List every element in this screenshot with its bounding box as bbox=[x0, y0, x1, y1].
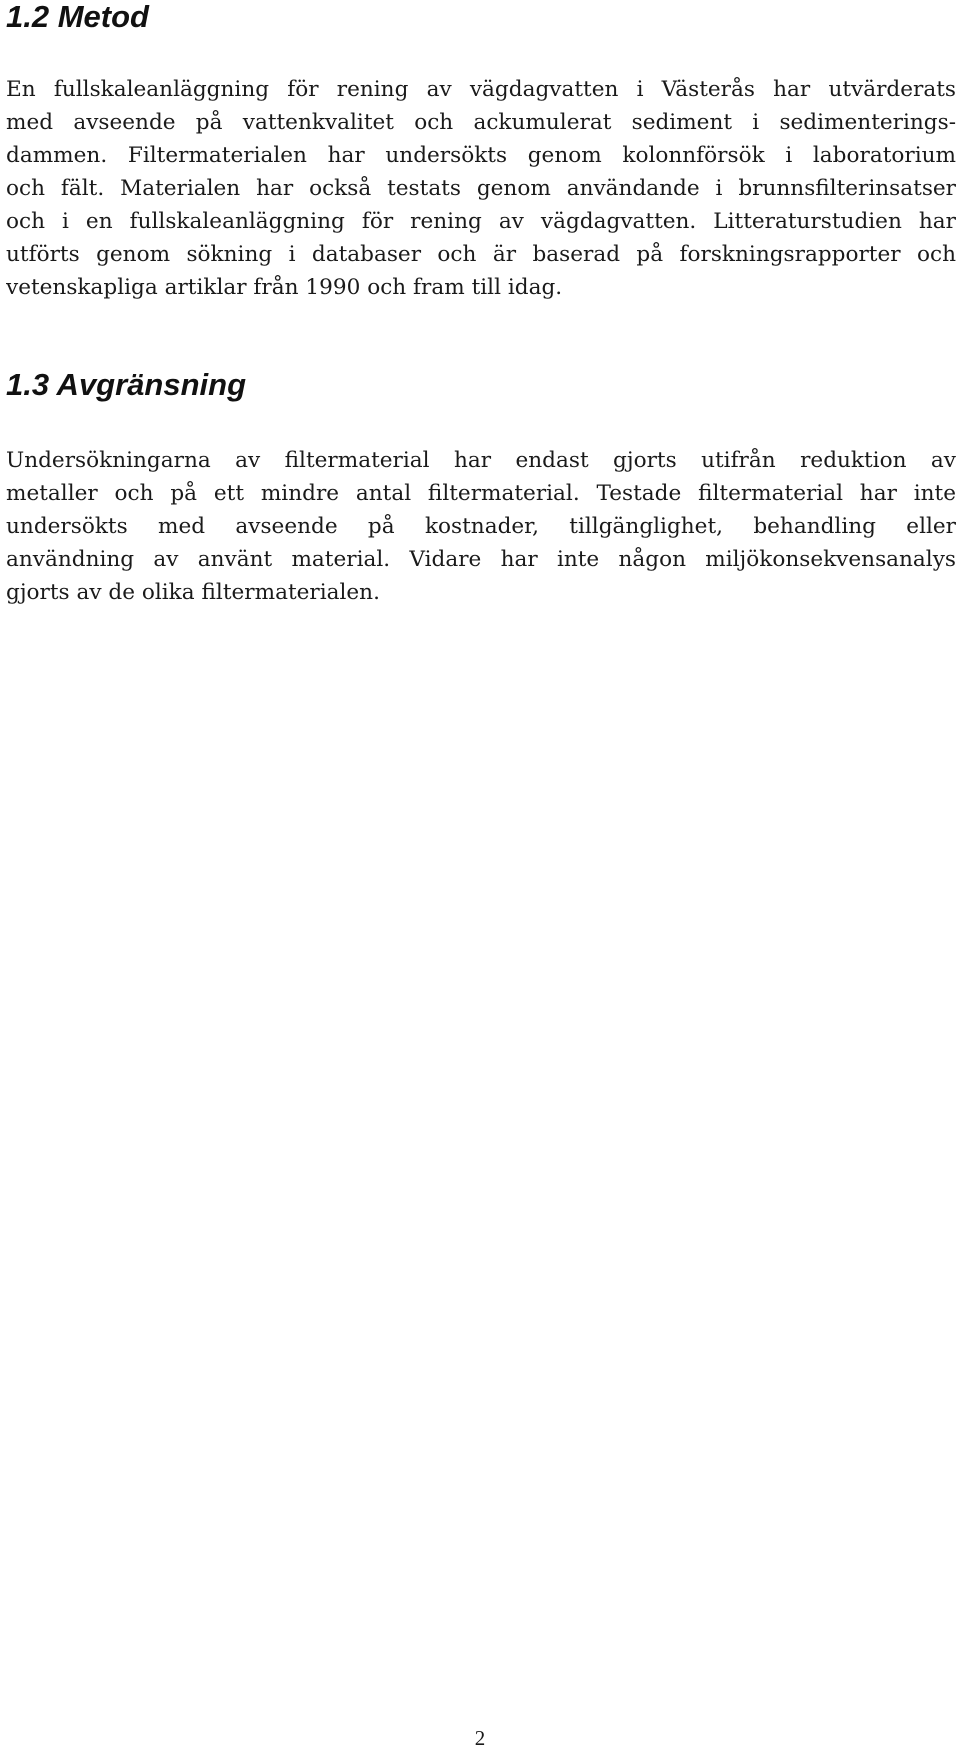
paragraph-line: metaller och på ett mindre antal filtermaterial. Testade filtermaterial har inte bbox=[6, 481, 956, 506]
paragraph-avgransning bbox=[6, 444, 956, 609]
paragraph-line: En fullskaleanläggning för rening av vägdagvatten i Västerås har utvärderats bbox=[6, 77, 956, 102]
paragraph-line: dammen. Filtermaterialen har undersökts genom kolonnförsök i laboratorium bbox=[6, 143, 956, 168]
paragraph-line: med avseende på vattenkvalitet och ackumulerat sediment i sedimenterings- bbox=[6, 110, 956, 135]
paragraph-line: Undersökningarna av filtermaterial har endast gjorts utifrån reduktion av bbox=[6, 448, 956, 473]
paragraph-line: och fält. Materialen har också testats genom användande i brunnsfilterinsatser bbox=[6, 176, 956, 201]
section-heading-metod: 1.2 Metod bbox=[6, 0, 149, 34]
paragraph-line: vetenskapliga artiklar från 1990 och fram till idag. bbox=[6, 275, 563, 300]
paragraph-line: gjorts av de olika filtermaterialen. bbox=[6, 580, 380, 605]
paragraph-line: användning av använt material. Vidare har inte någon miljökonsekvensanalys bbox=[6, 547, 956, 572]
paragraph-line: och i en fullskaleanläggning för rening av vägdagvatten. Litteraturstudien har bbox=[6, 209, 956, 234]
page-number: 2 bbox=[474, 1726, 486, 1750]
paragraph-line: utförts genom sökning i databaser och är baserad på forskningsrapporter och bbox=[6, 242, 956, 267]
section-heading-avgransning: 1.3 Avgränsning bbox=[6, 367, 247, 402]
paragraph-line: undersökts med avseende på kostnader, tillgänglighet, behandling eller bbox=[6, 514, 956, 539]
paragraph-metod bbox=[6, 73, 956, 304]
